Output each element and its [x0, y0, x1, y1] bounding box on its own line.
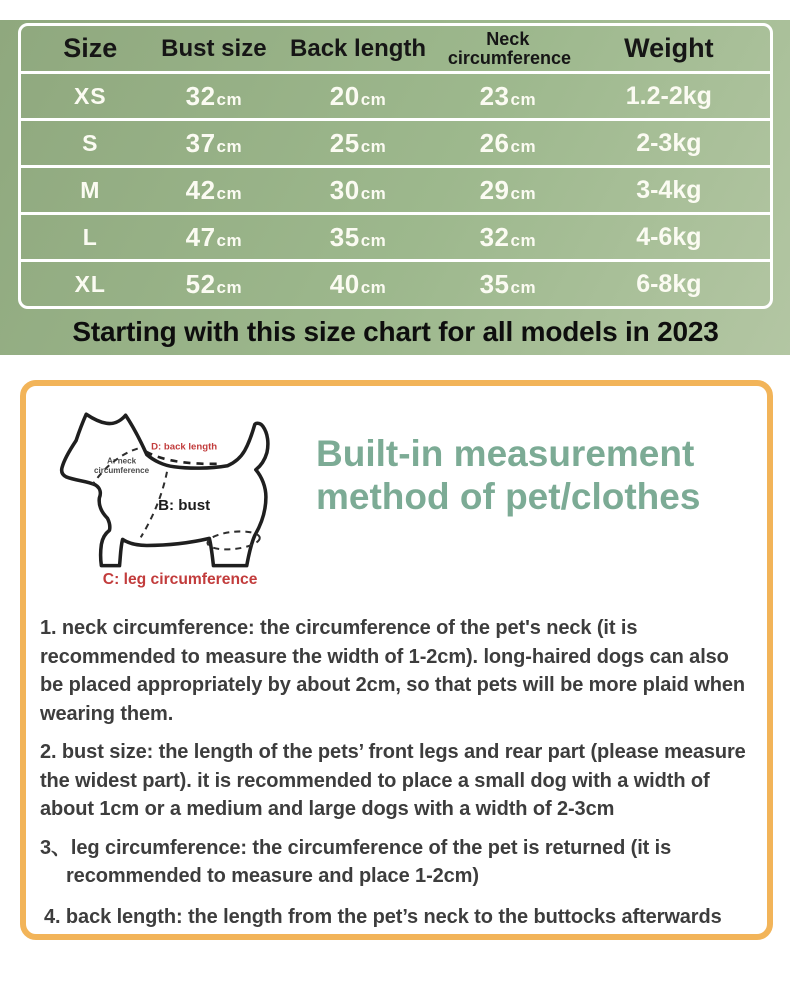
table-row-xs: [21, 71, 770, 118]
header-back: Back length: [290, 34, 427, 62]
header-neck: Neck circumference: [447, 29, 571, 68]
weight-cell: 1.2-2kg: [625, 81, 712, 110]
header-weight: Weight: [624, 33, 714, 63]
bust-label: B: bust: [158, 497, 211, 515]
back-cell: 40cm: [329, 268, 387, 299]
back-length-label: D: back length: [151, 441, 218, 453]
size-chart-caption: Starting with this size chart for all models in 2023: [72, 316, 719, 347]
weight-cell: 3-4kg: [636, 175, 702, 204]
diagram-row: [32, 388, 755, 604]
bust-cell: 47cm: [185, 221, 243, 252]
size-chart-table: [18, 23, 773, 309]
size-cell: M: [80, 176, 101, 203]
dog-outline: [62, 414, 268, 565]
page: [0, 20, 790, 990]
size-cell: L: [82, 223, 98, 250]
back-cell: 35cm: [329, 221, 387, 252]
weight-cell: 2-3kg: [636, 128, 702, 157]
leg-circumference-label: C: leg circumference: [102, 570, 258, 588]
neck-label-line1: A: neck: [106, 456, 137, 466]
measurement-instructions: [32, 614, 755, 931]
bust-cell: 32cm: [185, 80, 243, 111]
instruction-leg: 3、leg circumference: the circumference of the pet is returned (it is recommended to measure and place 1-2cm): [40, 836, 672, 887]
size-chart-panel: [0, 20, 790, 355]
bust-cell: 42cm: [185, 174, 243, 205]
instruction-bust: 2. bust size: the length of the pets’ front legs and rear part (please measure the widest part). it is recommended to place a small dog with a width of about 1cm or a medium and large dogs with a width of 2-3cm: [40, 741, 746, 820]
table-row-s: [21, 118, 770, 165]
table-row-l: [21, 212, 770, 259]
back-cell: 20cm: [329, 80, 387, 111]
bust-cell: 52cm: [185, 268, 243, 299]
dog-measurement-diagram: [32, 391, 306, 603]
back-cell: 25cm: [329, 127, 387, 158]
instruction-neck: 1. neck circumference: the circumference of the pet's neck (it is recommended to measure the width of 1-2cm). long-haired dogs can also be placed appropriately by about 2cm, so that pets will be more plaid when wearing them.: [40, 617, 745, 725]
weight-cell: 4-6kg: [636, 222, 702, 251]
header-size: Size: [63, 33, 118, 63]
size-cell: XL: [74, 270, 106, 297]
neck-label-line2: circumference: [93, 465, 150, 475]
instruction-back: 4. back length: the length from the pet’s neck to the buttocks afterwards: [44, 905, 722, 928]
bust-cell: 37cm: [185, 127, 243, 158]
table-row-xl: [21, 259, 770, 306]
weight-cell: 6-8kg: [636, 269, 702, 298]
table-row-m: [21, 165, 770, 212]
neck-cell: 29cm: [479, 174, 537, 205]
neck-cell: 26cm: [479, 127, 537, 158]
neck-cell: 23cm: [479, 80, 537, 111]
measurement-box: [20, 380, 773, 940]
neck-cell: 32cm: [479, 221, 537, 252]
table-header-row: [21, 26, 770, 71]
header-bust: Bust size: [161, 34, 267, 62]
size-cell: S: [82, 129, 99, 156]
measurement-title: Built-in measurement method of pet/clothes: [316, 433, 701, 518]
size-cell: XS: [73, 82, 107, 109]
back-cell: 30cm: [329, 174, 387, 205]
neck-cell: 35cm: [479, 268, 537, 299]
